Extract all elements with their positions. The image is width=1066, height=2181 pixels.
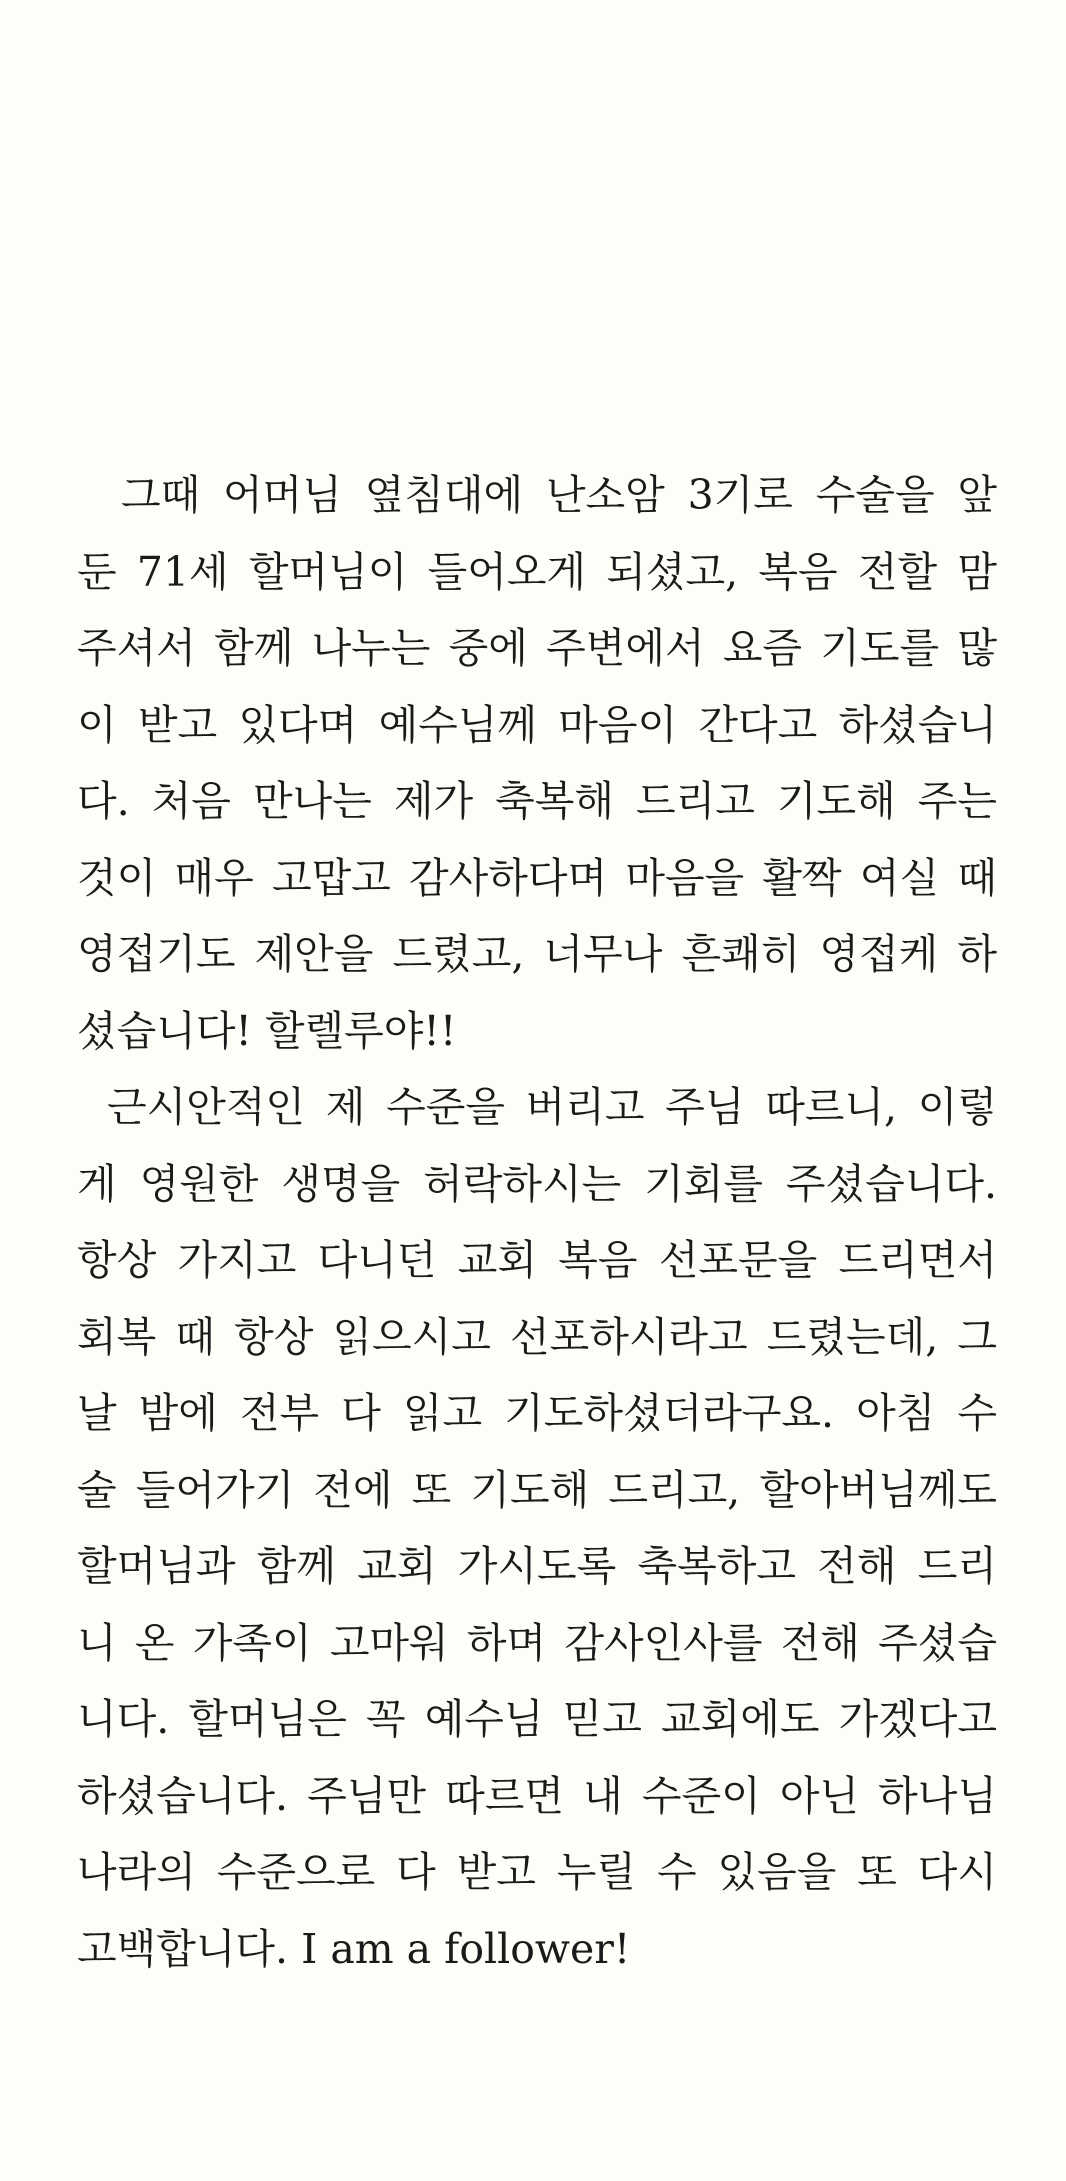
text-line: 주셔서 함께 나누는 중에 주변에서 요즘 기도를 많 — [77, 624, 997, 672]
text-line: 나라의 수준으로 다 받고 누릴 수 있음을 또 다시 — [77, 1848, 997, 1896]
paragraph-1 — [77, 457, 997, 1069]
text-line: 이 받고 있다며 예수님께 마음이 간다고 하셨습니 — [77, 700, 997, 749]
text-line: 니다. 할머님은 꼭 예수님 믿고 교회에도 가겠다고 — [77, 1695, 997, 1743]
text-line: 셨습니다! 할렐루야!! — [77, 1006, 457, 1055]
text-line: 근시안적인 제 수준을 버리고 주님 따르니, 이렇 — [107, 1083, 997, 1131]
text-line: 술 들어가기 전에 또 기도해 드리고, 할아버님께도 — [77, 1465, 997, 1514]
paragraph-2 — [77, 1069, 997, 1987]
document-body — [77, 457, 997, 1987]
text-line: 것이 매우 고맙고 감사하다며 마음을 활짝 여실 때 — [77, 853, 997, 902]
text-line: 회복 때 항상 읽으시고 선포하시라고 드렸는데, 그 — [77, 1312, 997, 1361]
text-line: 날 밤에 전부 다 읽고 기도하셨더라구요. 아침 수 — [77, 1389, 997, 1437]
text-line: 고백합니다. I am a follower! — [77, 1924, 631, 1973]
text-line: 다. 처음 만나는 제가 축복해 드리고 기도해 주는 — [77, 777, 997, 825]
text-line: 게 영원한 생명을 허락하시는 기회를 주셨습니다. — [77, 1159, 997, 1208]
text-line: 그때 어머님 옆침대에 난소암 3기로 수술을 앞 — [121, 471, 997, 519]
text-line: 할머님과 함께 교회 가시도록 축복하고 전해 드리 — [77, 1542, 997, 1590]
text-line: 영접기도 제안을 드렸고, 너무나 흔쾌히 영접케 하 — [77, 930, 997, 978]
text-line: 항상 가지고 다니던 교회 복음 선포문을 드리면서 — [77, 1236, 997, 1284]
text-line: 둔 71세 할머님이 들어오게 되셨고, 복음 전할 맘 — [77, 547, 997, 596]
text-line: 니 온 가족이 고마워 하며 감사인사를 전해 주셨습 — [77, 1618, 997, 1667]
text-line: 하셨습니다. 주님만 따르면 내 수준이 아닌 하나님 — [77, 1771, 997, 1820]
